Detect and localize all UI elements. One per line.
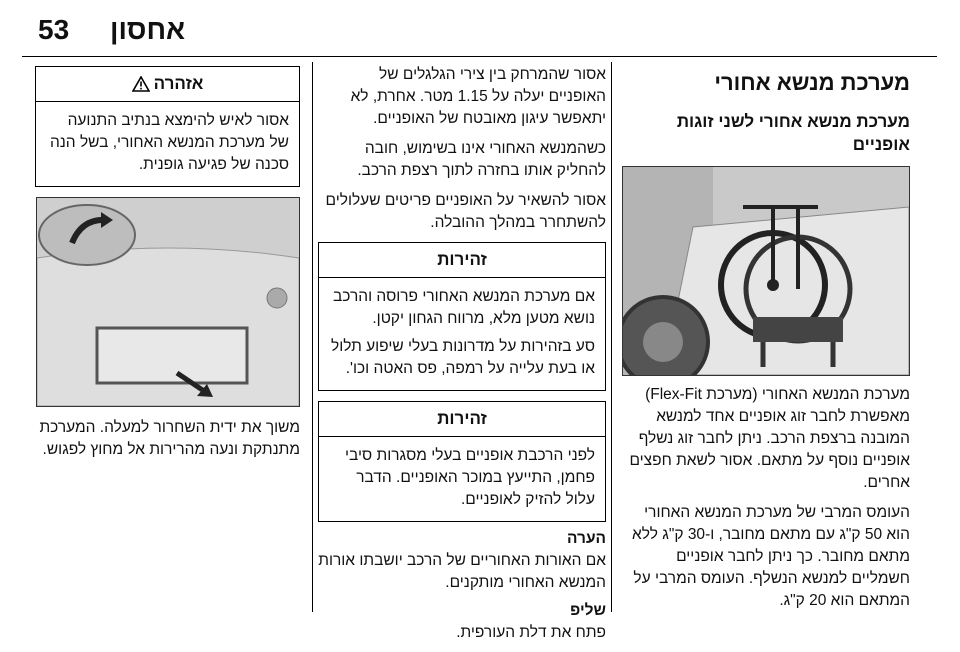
caution-box	[318, 401, 606, 522]
header-rule	[22, 56, 937, 57]
warning-box	[35, 66, 300, 187]
caution-title: זהירות	[319, 402, 605, 437]
paragraph: אסור שהמרחק בין צירי הגלגלים של האופניים יעלה על 1.15 מטר. אחרת, לא יתאפשר עיגון מאובטח של האופניים.	[350, 66, 606, 127]
page-number: 53	[38, 14, 70, 45]
left-column	[35, 64, 300, 469]
tip-title: שליפ	[570, 602, 606, 619]
release-handle-illustration	[37, 198, 299, 406]
caution-text: לפני הרכבת אופניים בעלי מסגרות סיבי פחמן, התייעץ במוכר האופניים. הדבר עלול להזיק לאופניים.	[345, 447, 595, 508]
page-header	[0, 0, 960, 60]
middle-column	[318, 64, 606, 652]
tip-text: פתח את דלת העורפית.	[456, 624, 606, 641]
note-title: הערה	[567, 530, 606, 547]
header-title: אחסון	[110, 14, 186, 45]
paragraph: כשהמנשא האחורי אינו בשימוש, חובה להחליק אותו בחזרה לתוך רצפת הרכב.	[357, 140, 606, 179]
caution-text: סע בזהירות על מדרונות בעלי שיפוע תלול או בעת עלייה על רמפה, פס האטה וכו'.	[330, 338, 595, 377]
paragraph: אסור להשאיר על האופניים פריטים שעלולים להשתחרר במהלך ההובלה.	[325, 192, 606, 231]
paragraph: מערכת המנשא האחורי (מערכת Flex-Fit) מאפשרת לחבר זוג אופניים אחד למנשא המובנה ברצפת הרכב. ניתן לחבר זוג נשלף אופניים נוסף על מתאם. אסור לשאת חפצים אחרים.	[629, 386, 910, 491]
release-handle-photo	[36, 197, 300, 407]
paragraph: העומס המרבי של מערכת המנשא האחורי הוא 50 ק"ג עם מתאם מחובר, ו-30 ק"ג ללא מתאם מחובר. כך ניתן לחבר אופניים חשמליים למנשא הנשלף. העומס המרבי על המתאם הוא 20 ק"ג.	[631, 504, 910, 609]
caution-text: אם מערכת המנשא האחורי פרוסה והרכב נושא מטען מלא, מרווח הגחון יקטן.	[333, 288, 595, 327]
warning-text: אסור לאיש להימצא בנתיב התנועה של מערכת המנשא האחורי, בשל הנה סכנה של פגיעה גופנית.	[49, 112, 289, 173]
warning-title: אזהרה	[153, 74, 204, 93]
right-column	[620, 64, 910, 620]
section-subtitle: מערכת מנשא אחורי לשני זוגות אופניים	[676, 112, 910, 154]
bike-carrier-photo	[622, 166, 910, 376]
note-text: אם האורות האחוריים של הרכב יושבתו אורות המנשא האחורי מותקנים.	[318, 552, 606, 591]
bike-carrier-illustration	[623, 167, 909, 375]
figure-caption: משוך את ידית השחרור למעלה. המערכת מתנתקת ונעה מהרירות אל מחוץ לפגוש.	[39, 419, 300, 458]
section-title: מערכת מנשא אחורי	[714, 70, 910, 95]
caution-box	[318, 242, 606, 391]
caution-title: זהירות	[319, 243, 605, 278]
column-divider	[611, 62, 612, 612]
column-divider	[312, 62, 313, 612]
warning-icon	[132, 76, 150, 92]
